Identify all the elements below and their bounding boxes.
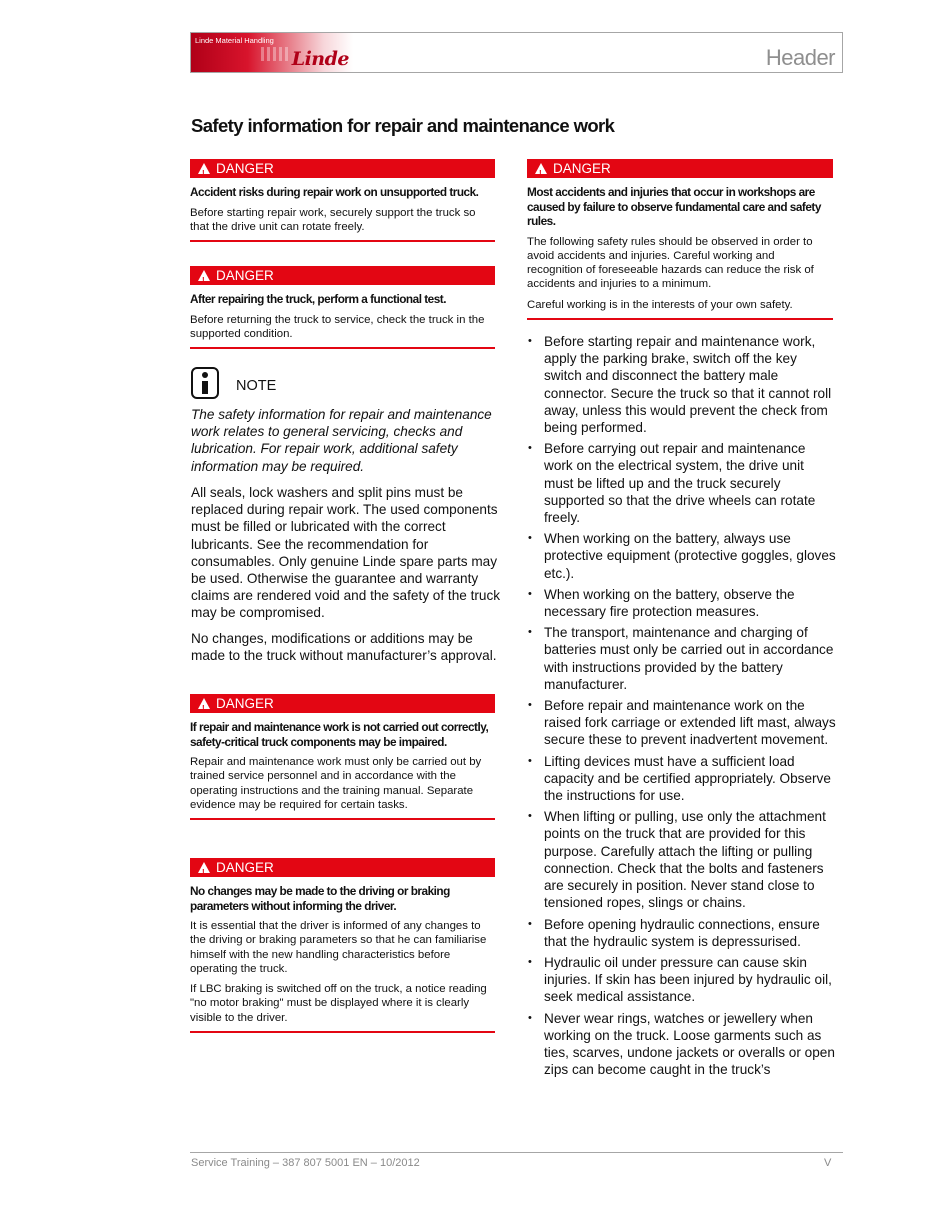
danger-block-2	[190, 266, 495, 349]
logo-pattern	[261, 47, 291, 61]
page-number: V	[824, 1157, 832, 1169]
list-item: • Before opening hydraulic connections, ensure that the hydraulic system is depressurised.	[528, 916, 836, 950]
danger-heading: Accident risks during repair work on unsupported truck.	[190, 185, 479, 199]
linde-logo	[191, 33, 353, 72]
danger-heading: If repair and maintenance work is not carried out correctly, safety-critical truck components may be impaired.	[190, 720, 489, 749]
list-item: • The transport, maintenance and charging of batteries must only be carried out in accordance with instructions provided by the battery manufacturer.	[528, 624, 836, 693]
danger-label: DANGER	[216, 161, 274, 176]
info-icon	[191, 367, 219, 399]
warning-triangle-icon	[198, 862, 210, 873]
danger-label: DANGER	[553, 161, 611, 176]
body-paragraph-1: All seals, lock washers and split pins must be replaced during repair work. The used components must be filled or lubricated with the correct lubricants. See the recommendation for consumables. Only genuine Linde spare parts may be used. Otherwise the guarantee and warranty claims are rendered void and the safety of the truck may be compromised.	[191, 485, 501, 621]
danger-heading: Most accidents and injuries that occur in workshops are caused by failure to observe fundamental care and safety rules.	[527, 185, 821, 228]
list-item: • When working on the battery, always use protective equipment (protective goggles, gloves etc.).	[528, 530, 836, 582]
danger-body	[190, 313, 495, 342]
list-item: • Never wear rings, watches or jewellery when working on the truck. Loose garments such as ties, scarves, undone jackets or overalls or open zips can become caught in the truck’s	[528, 1010, 836, 1079]
danger-label: DANGER	[216, 268, 274, 283]
warning-triangle-icon	[535, 163, 547, 174]
logo-brand-name: Linde	[291, 48, 349, 70]
footer-text: Service Training – 387 807 5001 EN – 10/2012	[191, 1157, 420, 1169]
danger-rule	[527, 318, 833, 320]
danger-block-3	[190, 694, 495, 820]
danger-text: Before returning the truck to service, check the truck in the supported condition.	[190, 313, 485, 340]
logo-company-name: Linde Material Handling	[195, 36, 274, 45]
danger-bar	[190, 694, 495, 713]
list-item: • When working on the battery, observe the necessary fire protection measures.	[528, 586, 836, 620]
note-label: NOTE	[236, 378, 277, 394]
list-item: • Before starting repair and maintenance work, apply the parking brake, switch off the key switch and disconnect the battery male connector. Secure the truck so that it cannot roll away, unless this would prevent the check from being performed.	[528, 333, 836, 436]
danger-label: DANGER	[216, 860, 274, 875]
danger-rule	[190, 240, 495, 242]
danger-block-right	[527, 159, 833, 320]
header-label: Header	[765, 45, 835, 70]
danger-heading: No changes may be made to the driving or braking parameters without informing the driver.	[190, 884, 450, 913]
danger-text: The following safety rules should be observed in order to avoid accidents and injuries. Careful working and recognition of foreseeable hazards can reduce the risk of accidents and injuries to a minimum.	[527, 235, 814, 291]
danger-block-4	[190, 858, 495, 1033]
list-item: • Before repair and maintenance work on the raised fork carriage or extended lift mast, always secure these to prevent inadvertent movement.	[528, 697, 836, 749]
danger-bar	[527, 159, 833, 178]
danger-body	[190, 755, 495, 812]
danger-body	[527, 235, 833, 312]
warning-triangle-icon	[198, 698, 210, 709]
danger-text: Careful working is in the interests of your own safety.	[527, 298, 793, 311]
warning-triangle-icon	[198, 270, 210, 281]
list-item: • Before carrying out repair and maintenance work on the electrical system, the drive unit must be lifted up and the truck securely supported so that the drive wheels can rotate freely.	[528, 440, 836, 526]
danger-text: Before starting repair work, securely support the truck so that the drive unit can rotate freely.	[190, 206, 476, 233]
danger-label: DANGER	[216, 696, 274, 711]
list-item: • Hydraulic oil under pressure can cause skin injuries. If skin has been injured by hydraulic oil, seek medical assistance.	[528, 954, 836, 1006]
footer-rule	[190, 1152, 843, 1153]
danger-bar	[190, 266, 495, 285]
note-text: The safety information for repair and maintenance work relates to general servicing, checks and lubrication. For repair work, additional safety information may be required.	[191, 407, 492, 474]
danger-text: It is essential that the driver is informed of any changes to the driving or braking parameters so that he can familiarise himself with the new handling characteristics before operating the truck.	[190, 920, 487, 975]
list-item: • Lifting devices must have a sufficient load capacity and be certified appropriately. Observe the instructions for use.	[528, 753, 836, 805]
safety-rules-list	[528, 333, 836, 1082]
page-title: Safety information for repair and maintenance work	[191, 115, 615, 136]
danger-heading: After repairing the truck, perform a functional test.	[190, 292, 447, 306]
danger-bar	[190, 858, 495, 877]
danger-block-1	[190, 159, 495, 242]
danger-bar	[190, 159, 495, 178]
list-item: • When lifting or pulling, use only the attachment points on the truck that are provided for this purpose. Carefully attach the lifting or pulling connection. Check that the bolts and fasteners are securely in position. Never stand close to tensioned ropes, slings or chains.	[528, 808, 836, 911]
danger-text: If LBC braking is switched off on the truck, a notice reading "no motor braking" must be displayed where it is clearly visible to the driver.	[190, 983, 487, 1024]
danger-rule	[190, 818, 495, 820]
body-paragraph-2: No changes, modifications or additions may be made to the truck without manufacturer’s approval.	[191, 631, 497, 664]
danger-rule	[190, 347, 495, 349]
danger-body	[190, 919, 495, 1025]
danger-rule	[190, 1031, 495, 1033]
danger-text: Repair and maintenance work must only be carried out by trained service personnel and in accordance with the operating instructions and the training manual. Separate evidence may be required for certain tasks.	[190, 756, 482, 811]
warning-triangle-icon	[198, 163, 210, 174]
danger-body	[190, 206, 495, 235]
